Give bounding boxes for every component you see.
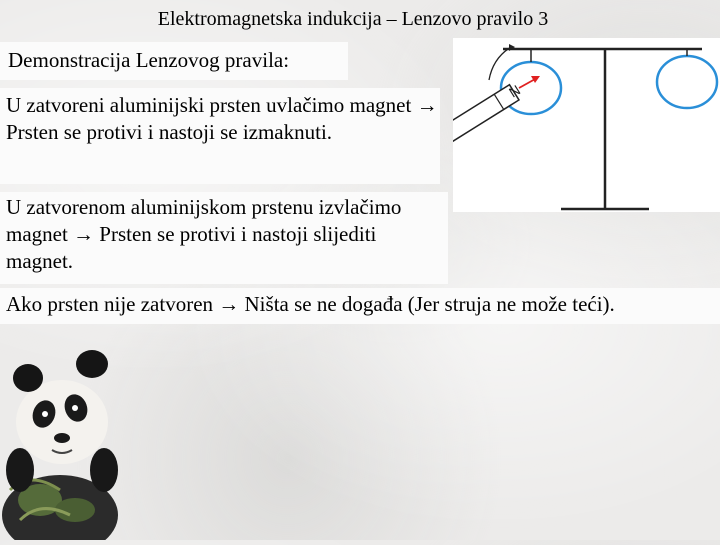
point-box-2 — [0, 192, 448, 284]
point-box-3 — [0, 288, 720, 324]
right-ring — [657, 56, 717, 108]
heading-box — [0, 42, 348, 80]
magnet-pole-label: N — [505, 81, 524, 101]
slide-title: Elektromagnetska indukcija – Lenzovo pravilo 3 — [157, 8, 549, 30]
panda-illustration — [0, 340, 140, 540]
lenz-diagram — [453, 38, 720, 212]
point-text-2: U zatvorenom aluminijskom prstenu izvlačimo magnet → Prsten se protivi i nastoji slijediti magnet. — [6, 195, 402, 273]
heading-text: Demonstracija Lenzovog pravila: — [8, 48, 290, 72]
point-text-1: U zatvoreni aluminijski prsten uvlačimo magnet → Prsten se protivi i nastoji se izmaknuti. — [6, 93, 438, 144]
panda-image — [0, 340, 140, 540]
point-box-1 — [0, 88, 440, 184]
lenz-diagram-svg — [453, 38, 720, 212]
swing-arc — [489, 47, 511, 80]
point-text-3: Ako prsten nije zatvoren → Ništa se ne događa (Jer struja ne može teći). — [6, 292, 615, 316]
motion-arrowhead — [531, 76, 540, 83]
